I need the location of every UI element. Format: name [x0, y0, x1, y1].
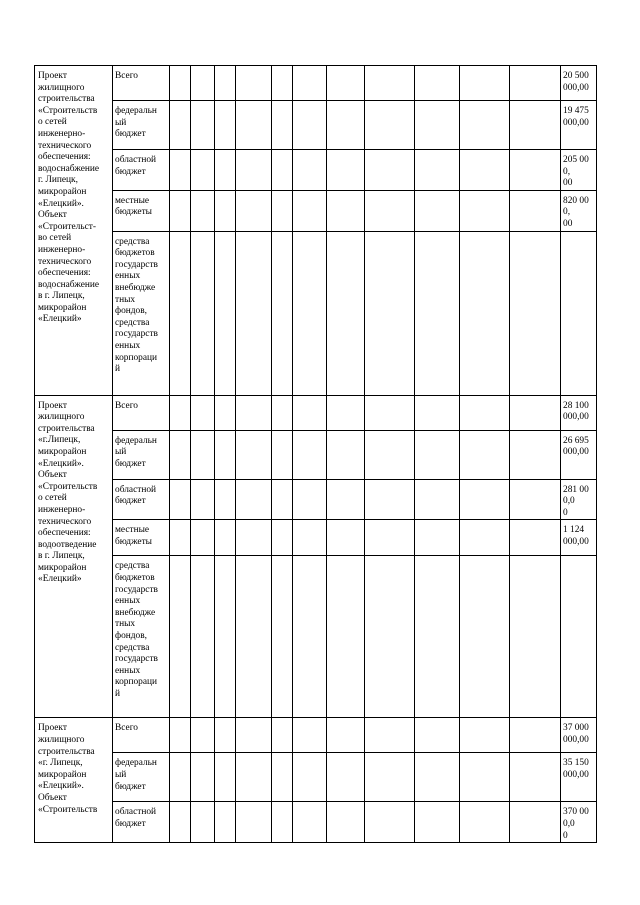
empty-cell — [327, 231, 365, 395]
empty-cell — [272, 231, 293, 395]
empty-cell — [415, 190, 460, 231]
empty-cell — [215, 479, 236, 520]
empty-cell — [293, 231, 327, 395]
funding-source-cell: федеральн ый бюджет — [113, 430, 170, 479]
empty-cell — [236, 231, 272, 395]
empty-cell — [510, 101, 561, 150]
empty-cell — [215, 395, 236, 430]
table-row — [35, 231, 597, 395]
empty-cell — [510, 231, 561, 395]
empty-cell — [460, 395, 510, 430]
empty-cell — [510, 520, 561, 556]
empty-cell — [236, 190, 272, 231]
empty-cell — [415, 479, 460, 520]
empty-cell — [327, 150, 365, 191]
empty-cell — [170, 231, 191, 395]
empty-cell — [460, 718, 510, 753]
empty-cell — [327, 395, 365, 430]
empty-cell — [191, 520, 215, 556]
empty-cell — [510, 190, 561, 231]
empty-cell — [272, 150, 293, 191]
empty-cell — [191, 395, 215, 430]
empty-cell — [460, 66, 510, 101]
table-row — [35, 395, 597, 430]
table-row — [35, 479, 597, 520]
funding-source-cell: областной бюджет — [113, 802, 170, 843]
empty-cell — [170, 66, 191, 101]
empty-cell — [170, 802, 191, 843]
budget-table — [34, 65, 597, 843]
empty-cell — [293, 101, 327, 150]
empty-cell — [460, 231, 510, 395]
empty-cell — [293, 66, 327, 101]
empty-cell — [236, 479, 272, 520]
empty-cell — [272, 430, 293, 479]
empty-cell — [170, 753, 191, 802]
empty-cell — [215, 753, 236, 802]
empty-cell — [365, 190, 415, 231]
empty-cell — [365, 395, 415, 430]
empty-cell — [170, 190, 191, 231]
empty-cell — [170, 150, 191, 191]
empty-cell — [236, 101, 272, 150]
empty-cell — [365, 101, 415, 150]
empty-cell — [415, 66, 460, 101]
empty-cell — [191, 718, 215, 753]
empty-cell — [236, 395, 272, 430]
empty-cell — [272, 66, 293, 101]
amount-cell: 35 150 000,00 — [561, 753, 597, 802]
amount-cell: 370 000,0 0 — [561, 802, 597, 843]
project-name-cell: Проект жилищного строительства «г. Липецк, микрорайон «Елецкий». Объект «Строительств — [35, 718, 113, 843]
empty-cell — [510, 479, 561, 520]
empty-cell — [365, 231, 415, 395]
empty-cell — [510, 150, 561, 191]
empty-cell — [272, 753, 293, 802]
empty-cell — [293, 150, 327, 191]
empty-cell — [510, 802, 561, 843]
empty-cell — [170, 479, 191, 520]
empty-cell — [215, 430, 236, 479]
empty-cell — [170, 520, 191, 556]
empty-cell — [415, 395, 460, 430]
empty-cell — [365, 520, 415, 556]
empty-cell — [460, 556, 510, 718]
empty-cell — [215, 231, 236, 395]
empty-cell — [293, 190, 327, 231]
empty-cell — [460, 479, 510, 520]
table-row — [35, 753, 597, 802]
empty-cell — [236, 66, 272, 101]
amount-cell: 26 695 000,00 — [561, 430, 597, 479]
funding-source-cell: Всего — [113, 718, 170, 753]
empty-cell — [293, 430, 327, 479]
amount-cell: 28 100 000,00 — [561, 395, 597, 430]
empty-cell — [327, 101, 365, 150]
empty-cell — [460, 190, 510, 231]
empty-cell — [170, 101, 191, 150]
empty-cell — [365, 150, 415, 191]
empty-cell — [365, 556, 415, 718]
empty-cell — [415, 101, 460, 150]
empty-cell — [191, 150, 215, 191]
empty-cell — [293, 395, 327, 430]
project-name-cell: Проект жилищного строительства «Строительств о сетей инженерно- технического обеспечения: водоснабжение г. Липецк, микрорайон «Елецкий». Объект «Строительст- во сетей инженерно- технического обеспечения: водоснабжение в г. Липецк, микрорайон «Елецкий» — [35, 66, 113, 396]
empty-cell — [327, 430, 365, 479]
empty-cell — [365, 66, 415, 101]
funding-source-cell: областной бюджет — [113, 479, 170, 520]
empty-cell — [215, 150, 236, 191]
empty-cell — [191, 802, 215, 843]
empty-cell — [272, 101, 293, 150]
empty-cell — [327, 753, 365, 802]
empty-cell — [293, 802, 327, 843]
empty-cell — [365, 718, 415, 753]
empty-cell — [510, 395, 561, 430]
table-row — [35, 150, 597, 191]
empty-cell — [236, 753, 272, 802]
table-row — [35, 430, 597, 479]
empty-cell — [191, 556, 215, 718]
funding-source-cell: средства бюджетов государств енных внебюдже тных фондов, средства государств енных корпораци й — [113, 231, 170, 395]
empty-cell — [272, 556, 293, 718]
empty-cell — [272, 479, 293, 520]
empty-cell — [191, 101, 215, 150]
empty-cell — [236, 520, 272, 556]
table-row — [35, 66, 597, 101]
empty-cell — [327, 479, 365, 520]
table-row — [35, 718, 597, 753]
empty-cell — [327, 190, 365, 231]
empty-cell — [236, 718, 272, 753]
empty-cell — [510, 718, 561, 753]
empty-cell — [415, 231, 460, 395]
empty-cell — [215, 520, 236, 556]
empty-cell — [191, 753, 215, 802]
empty-cell — [460, 753, 510, 802]
amount-cell: 820 000, 00 — [561, 190, 597, 231]
project-name-cell: Проект жилищного строительства «г.Липецк, микрорайон «Елецкий». Объект «Строительств о сетей инженерно- технического обеспечения: водоотведение в г. Липецк, микрорайон «Елецкий» — [35, 395, 113, 718]
empty-cell — [191, 430, 215, 479]
amount-cell — [561, 556, 597, 718]
empty-cell — [365, 479, 415, 520]
empty-cell — [191, 231, 215, 395]
amount-cell — [561, 231, 597, 395]
empty-cell — [327, 66, 365, 101]
empty-cell — [293, 556, 327, 718]
amount-cell: 1 124 000,00 — [561, 520, 597, 556]
table-row — [35, 556, 597, 718]
empty-cell — [365, 753, 415, 802]
funding-source-cell: Всего — [113, 66, 170, 101]
empty-cell — [191, 66, 215, 101]
empty-cell — [191, 190, 215, 231]
empty-cell — [191, 479, 215, 520]
empty-cell — [415, 802, 460, 843]
amount-cell: 281 000,0 0 — [561, 479, 597, 520]
empty-cell — [327, 556, 365, 718]
empty-cell — [293, 718, 327, 753]
empty-cell — [215, 101, 236, 150]
empty-cell — [460, 802, 510, 843]
empty-cell — [236, 556, 272, 718]
empty-cell — [510, 66, 561, 101]
funding-source-cell: федеральн ый бюджет — [113, 753, 170, 802]
empty-cell — [327, 718, 365, 753]
funding-source-cell: федеральн ый бюджет — [113, 101, 170, 150]
table-row — [35, 101, 597, 150]
empty-cell — [170, 556, 191, 718]
empty-cell — [460, 101, 510, 150]
empty-cell — [215, 718, 236, 753]
empty-cell — [272, 395, 293, 430]
empty-cell — [272, 718, 293, 753]
empty-cell — [215, 802, 236, 843]
amount-cell: 19 475 000,00 — [561, 101, 597, 150]
empty-cell — [170, 718, 191, 753]
empty-cell — [327, 520, 365, 556]
amount-cell: 20 500 000,00 — [561, 66, 597, 101]
empty-cell — [510, 556, 561, 718]
table-row — [35, 802, 597, 843]
empty-cell — [293, 520, 327, 556]
funding-source-cell: местные бюджеты — [113, 190, 170, 231]
empty-cell — [415, 430, 460, 479]
funding-source-cell: Всего — [113, 395, 170, 430]
empty-cell — [415, 556, 460, 718]
table-row — [35, 520, 597, 556]
empty-cell — [415, 150, 460, 191]
empty-cell — [415, 753, 460, 802]
amount-cell: 205 000, 00 — [561, 150, 597, 191]
empty-cell — [327, 802, 365, 843]
empty-cell — [365, 430, 415, 479]
empty-cell — [215, 556, 236, 718]
empty-cell — [365, 802, 415, 843]
table-row — [35, 190, 597, 231]
empty-cell — [415, 520, 460, 556]
empty-cell — [293, 479, 327, 520]
funding-source-cell: средства бюджетов государств енных внебюдже тных фондов, средства государств енных корпораци й — [113, 556, 170, 718]
empty-cell — [510, 753, 561, 802]
empty-cell — [170, 395, 191, 430]
empty-cell — [460, 150, 510, 191]
empty-cell — [215, 66, 236, 101]
funding-source-cell: областной бюджет — [113, 150, 170, 191]
empty-cell — [236, 802, 272, 843]
empty-cell — [460, 520, 510, 556]
empty-cell — [460, 430, 510, 479]
empty-cell — [215, 190, 236, 231]
empty-cell — [272, 190, 293, 231]
empty-cell — [236, 150, 272, 191]
empty-cell — [415, 718, 460, 753]
empty-cell — [236, 430, 272, 479]
funding-source-cell: местные бюджеты — [113, 520, 170, 556]
empty-cell — [510, 430, 561, 479]
empty-cell — [170, 430, 191, 479]
empty-cell — [272, 520, 293, 556]
amount-cell: 37 000 000,00 — [561, 718, 597, 753]
empty-cell — [272, 802, 293, 843]
empty-cell — [293, 753, 327, 802]
